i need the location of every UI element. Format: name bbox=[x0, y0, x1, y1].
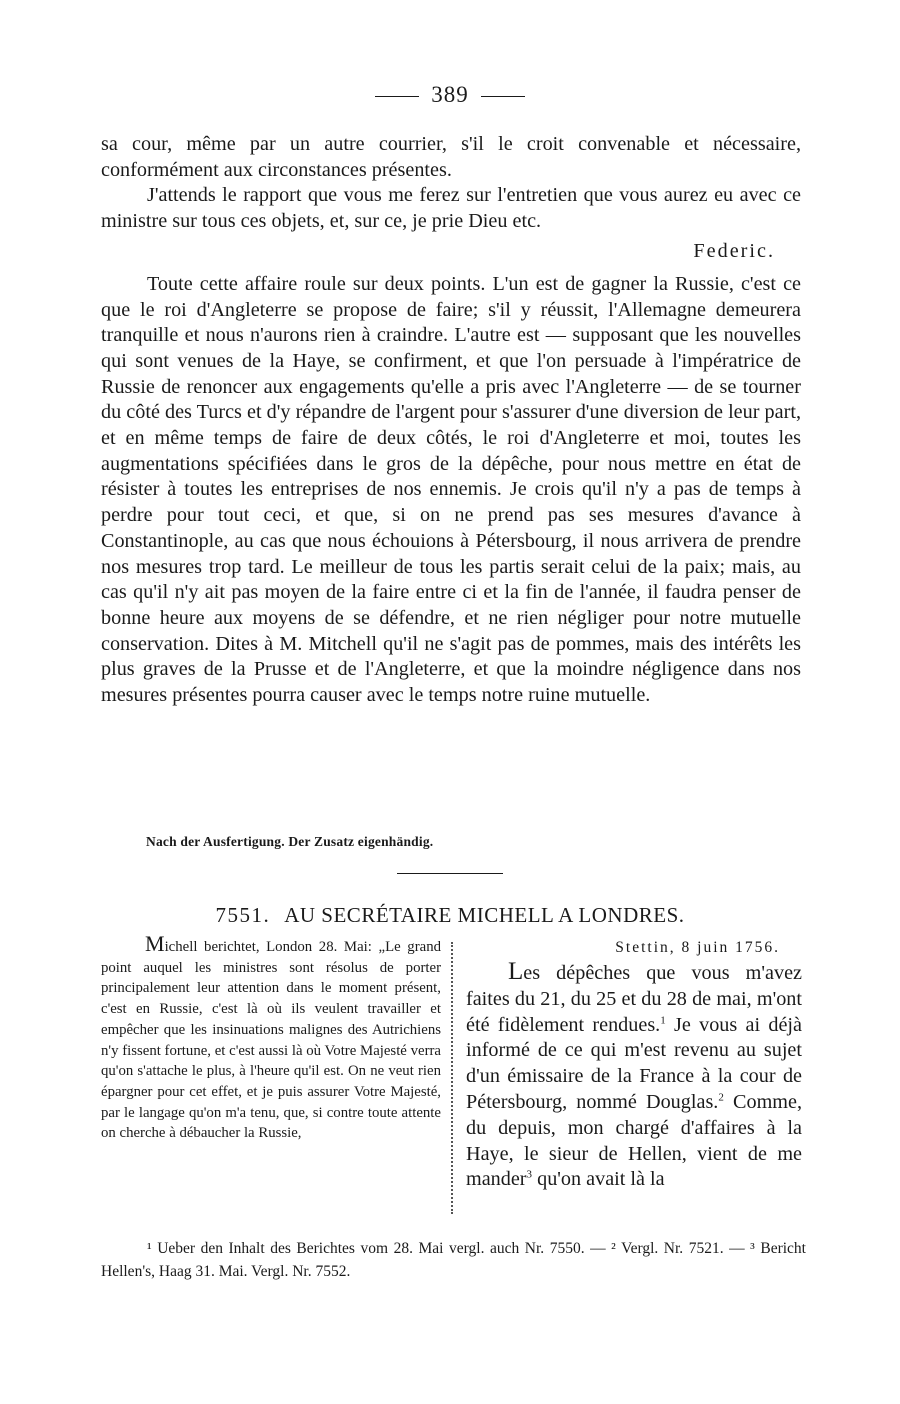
document-number: 7551. bbox=[215, 903, 271, 927]
letter-body bbox=[466, 959, 802, 1193]
continued-letter bbox=[101, 132, 801, 709]
letter-text-2: Je vous ai déjà informé de ce qui m'est revenu au sujet d'un émissaire de la France à la cour de Pétersbourg, nommé Douglas. bbox=[466, 1013, 802, 1113]
page-number: 389 bbox=[431, 82, 469, 107]
signature-row bbox=[101, 235, 801, 260]
source-note: Nach der Ausfertigung. Der Zusatz eigenhändig. bbox=[146, 834, 434, 849]
document-heading: AU SECRÉTAIRE MICHELL A LONDRES. bbox=[284, 903, 685, 927]
page-header bbox=[0, 82, 900, 108]
letter-text-3: Comme, du depuis, mon chargé d'affaires à la Haye, le sieur de Hellen, vient de me mander bbox=[466, 1090, 802, 1191]
letter-text-4: qu'on avait là la bbox=[532, 1168, 665, 1191]
letter-column bbox=[466, 937, 802, 1193]
footnotes: ¹ Ueber den Inhalt des Berichtes vom 28. Mai vergl. auch Nr. 7550. — ² Vergl. Nr. 7521. — ³ Bericht Hellen's, Haag 31. Mai. Vergl. Nr. 7552. bbox=[101, 1240, 806, 1280]
letter-closing-sentence: sa cour, même par un autre courrier, s'il le croit convenable et nécessaire, conformément aux circonstances présentes. bbox=[101, 133, 801, 181]
footnote-ref-1: 1 bbox=[660, 1013, 666, 1026]
footnote-ref-3: 3 bbox=[526, 1168, 533, 1181]
column-divider bbox=[451, 942, 453, 1214]
summary-text: ichell berichtet, London 28. Mai: „Le grand point auquel les ministres sont résolus de porter principalement leur attention dans le moment présent, c'est en Russie, c'est là où ils veulent travailler et empêcher que les insinuations malignes des Autrichiens n'y fissent fortune, et c'est aussi là où Votre Majesté verra qu'on s'attache le plus, à l'heure qu'il est. On ne veut rien épargner pour cet effet, et je puis assurer Votre Majesté, par le langage qu'on m'a tenu, que, si contre toute attente on cherche à débaucher la Russie, bbox=[101, 939, 441, 1142]
header-dash-right bbox=[481, 96, 525, 97]
letter-paragraph: J'attends le rapport que vous me ferez sur l'entretien que vous aurez eu avec ce ministre sur tous ces objets, et, sur ce, je prie Dieu etc. bbox=[101, 184, 801, 233]
postscript-paragraph: Toute cette affaire roule sur deux points. L'un est de gagner la Russie, c'est ce que le roi d'Angleterre se propose de faire; s'il y réussit, l'Allemagne demeurera tranquille et nous n'aurons rien à craindre. L'autre est — supposant que les nouvelles qui sont venues de la Haye, se confirment, et que l'on persuade à l'impératrice de Russie de renoncer aux engagements qu'elle a pris avec l'Angleterre — de se tourner du côté des Turcs et d'y répandre de l'argent pour s'assurer d'une diversion de leur part, et en même temps de faire de deux côtés, le roi d'Angleterre et moi, toutes les augmentations spécifiées dans le gros de la dépêche, pour nous mettre en état de résister à toutes les entreprises de nos ennemis. Je crois qu'il n'y a pas de temps à perdre pour tout ceci, et que, si on ne prend pas ses mesures d'avance à Constantinople, au cas que nous échouions à Pétersbourg, il nous arrivera de prendre nos mesures trop tard. Le meilleur de tous les partis serait celui de la paix; mais, au cas qu'il n'y ait pas moyen de la faire entre ci et la fin de l'année, il faudra penser de bonne heure aux moyens de se défendre, et ne rien négliger pour notre mutuelle conservation. Dites à M. Mitchell qu'il ne s'agit pas de pommes, mais des intérêts les plus graves de la Prusse et de l'Angleterre, et que la moindre négligence dans nos mesures présentes pourra causer avec le temps notre ruine mutuelle. bbox=[101, 272, 801, 707]
signature: Federic. bbox=[693, 239, 775, 262]
summary-initial: M bbox=[145, 931, 165, 956]
footnote-ref-2: 2 bbox=[718, 1091, 724, 1104]
letter-initial: L bbox=[508, 958, 524, 985]
header-dash-left bbox=[375, 96, 419, 97]
document-title bbox=[0, 903, 900, 928]
dateline: Stettin, 8 juin 1756. bbox=[615, 939, 780, 956]
section-divider bbox=[397, 873, 503, 874]
letter-text-1: es dépêches que vous m'avez faites du 21, du 25 et du 28 de mai, m'ont été fidèlement rendues. bbox=[466, 962, 802, 1036]
report-summary bbox=[101, 931, 441, 1144]
summary-column bbox=[101, 931, 441, 1144]
